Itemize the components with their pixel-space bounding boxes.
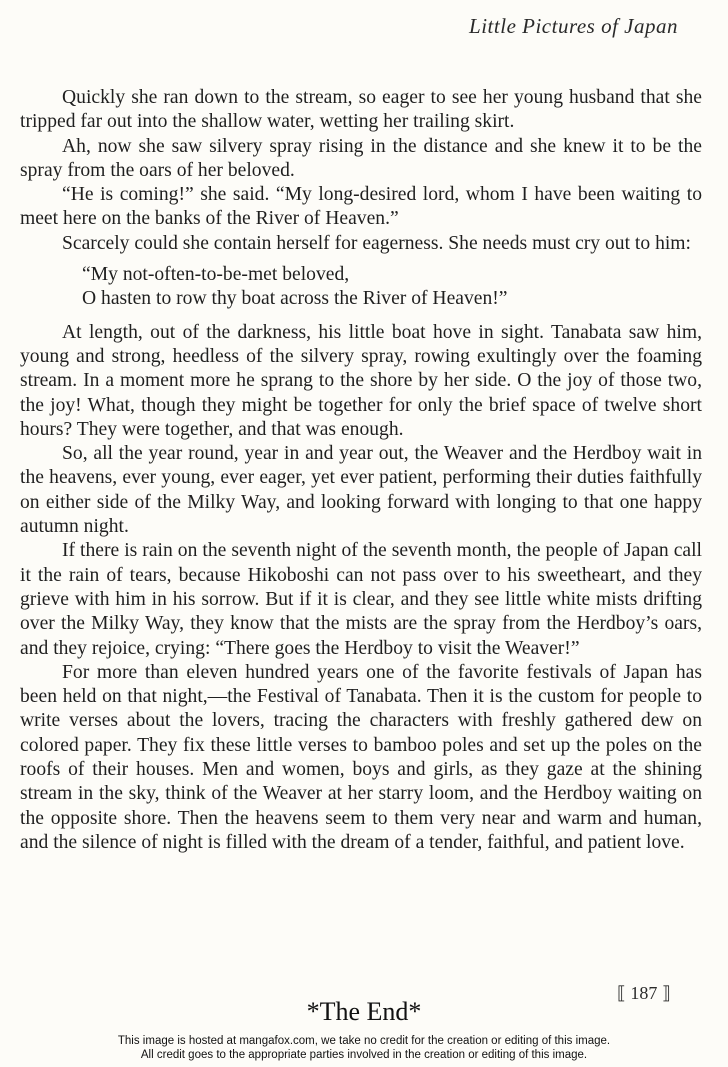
paragraph: Scarcely could she contain herself for eagerness. She needs must cry out to him: [62, 232, 691, 254]
credit-line: This image is hosted at mangafox.com, we take no credit for the creation or editing of this image. [117, 1035, 611, 1047]
paragraph: “He is coming!” she said. “My long-desired lord, whom I have been waiting to meet here on the banks of the River of Heaven.” [20, 184, 702, 230]
paragraph: If there is rain on the seventh night of the seventh month, the people of Japan call it the rain of tears, because Hikoboshi can not pass over to his sweetheart, and they grieve with him in his sorrow. But if it is clear, and they see little white mists drifting over the Milky Way, they know that the mists are the spray from the Herdboy’s oars, and they rejoice, crying: “There goes the Herdboy to visit the Weaver!” [20, 540, 702, 659]
paragraph: At length, out of the darkness, his little boat hove in sight. Tanabata saw him, young and strong, heedless of the silvery spray, rowing exultingly over the foaming stream. In a moment more he sprang to the shore by her side. O the joy of those two, the joy! What, though they might be together for only the brief space of twelve short hours? They were together, and that was enough. [20, 321, 702, 440]
paragraph: Quickly she ran down to the stream, so eager to see her young husband that she tripped far out into the shallow water, wetting her trailing skirt. [20, 87, 702, 133]
end-mark: *The End* [306, 997, 422, 1026]
verse-line: “My not-often-to-be-met beloved, [82, 264, 350, 286]
paragraph: For more than eleven hundred years one of the favorite festivals of Japan has been held on that night,—the Festival of Tanabata. Then it is the custom for people to write verses about the lovers, tracing the characters with freshly gathered dew on colored paper. They fix these little verses to bamboo poles and set up the poles on the roofs of their houses. Men and women, boys and girls, as they gaze at the shining stream in the sky, think of the Weaver at her starry loom, and the Herdboy waiting on the opposite shore. Then the heavens seem to them very near and warm and human, and the silence of night is filled with the dream of a tender, faithful, and patient love. [20, 661, 702, 853]
verse-block [20, 263, 702, 312]
verse-line: O hasten to row thy boat across the River of Heaven!” [82, 288, 508, 310]
paragraph: So, all the year round, year in and year out, the Weaver and the Herdboy wait in the heavens, ever young, ever eager, yet ever patient, performing their duties faithfully on either side of the Milky Way, and looking forward with longing to that one happy autumn night. [20, 443, 702, 538]
credit-line: All credit goes to the appropriate parties involved in the creation or editing of this image. [140, 1049, 588, 1061]
page-body [20, 86, 702, 855]
paragraph: Ah, now she saw silvery spray rising in the distance and she knew it to be the spray from the oars of her beloved. [20, 135, 702, 181]
running-title: Little Pictures of Japan [469, 14, 678, 38]
page-number: ⟦ 187 ⟧ [617, 983, 671, 1003]
